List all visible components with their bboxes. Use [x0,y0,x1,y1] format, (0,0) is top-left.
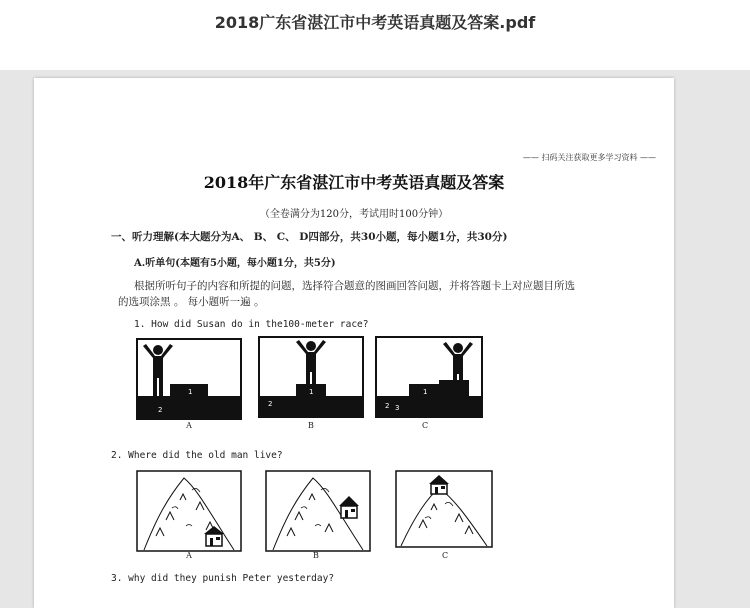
promo-text: —— 扫码关注获取更多学习资料 —— [523,152,656,163]
option-b-label: B [308,421,314,430]
page-title: 2018年广东省湛江市中考英语真题及答案 [203,173,505,192]
pdf-page [34,78,674,608]
podium-label: 1 [188,388,193,396]
podium-picture-b [258,336,364,422]
subsection-heading: A.听单句(本题有5小题，每小题1分，共5分) [134,258,336,269]
podium-picture-c [375,336,483,422]
podium-picture-a [136,338,242,424]
podium-label: 2 [158,406,163,414]
exam-subtitle: （全卷满分为120分，考试用时100分钟） [259,209,449,220]
podium-label: 3 [395,404,400,412]
section-heading: 一、听力理解(本大题分为A、 B、 C、 D四部分，共30小题，每小题1分，共30分) [111,231,508,243]
document-file-title: 2018广东省湛江市中考英语真题及答案.pdf [214,13,536,32]
question-2: 2. Where did the old man live? [111,450,283,461]
instructions-line-1: 根据所听句子的内容和所提的问题，选择符合题意的图画回答问题，并将答题卡上对应题目所选 [134,280,575,292]
question-1: 1. How did Susan do in the100-meter race? [134,319,369,330]
podium-label: 2 [268,400,273,408]
option-c-label: C [421,421,429,430]
question-3: 3. why did they punish Peter yesterday? [111,573,335,584]
option-b-label: B [313,551,319,560]
mountain-picture-b [265,470,371,556]
podium-label: 1 [309,388,314,396]
podium-label: 1 [423,388,428,396]
option-c-label: C [441,551,449,560]
mountain-picture-a [136,470,242,556]
mountain-picture-c [395,470,493,552]
podium-label: 2 [385,402,390,410]
instructions-line-2: 的选项涂黑 。 每小题听一遍 。 [118,296,265,308]
option-a-label: A [186,551,192,560]
option-a-label: A [186,421,192,430]
viewer-header [0,0,750,70]
podium-label: 3 [344,406,349,414]
podium-label: 3 [224,409,229,417]
